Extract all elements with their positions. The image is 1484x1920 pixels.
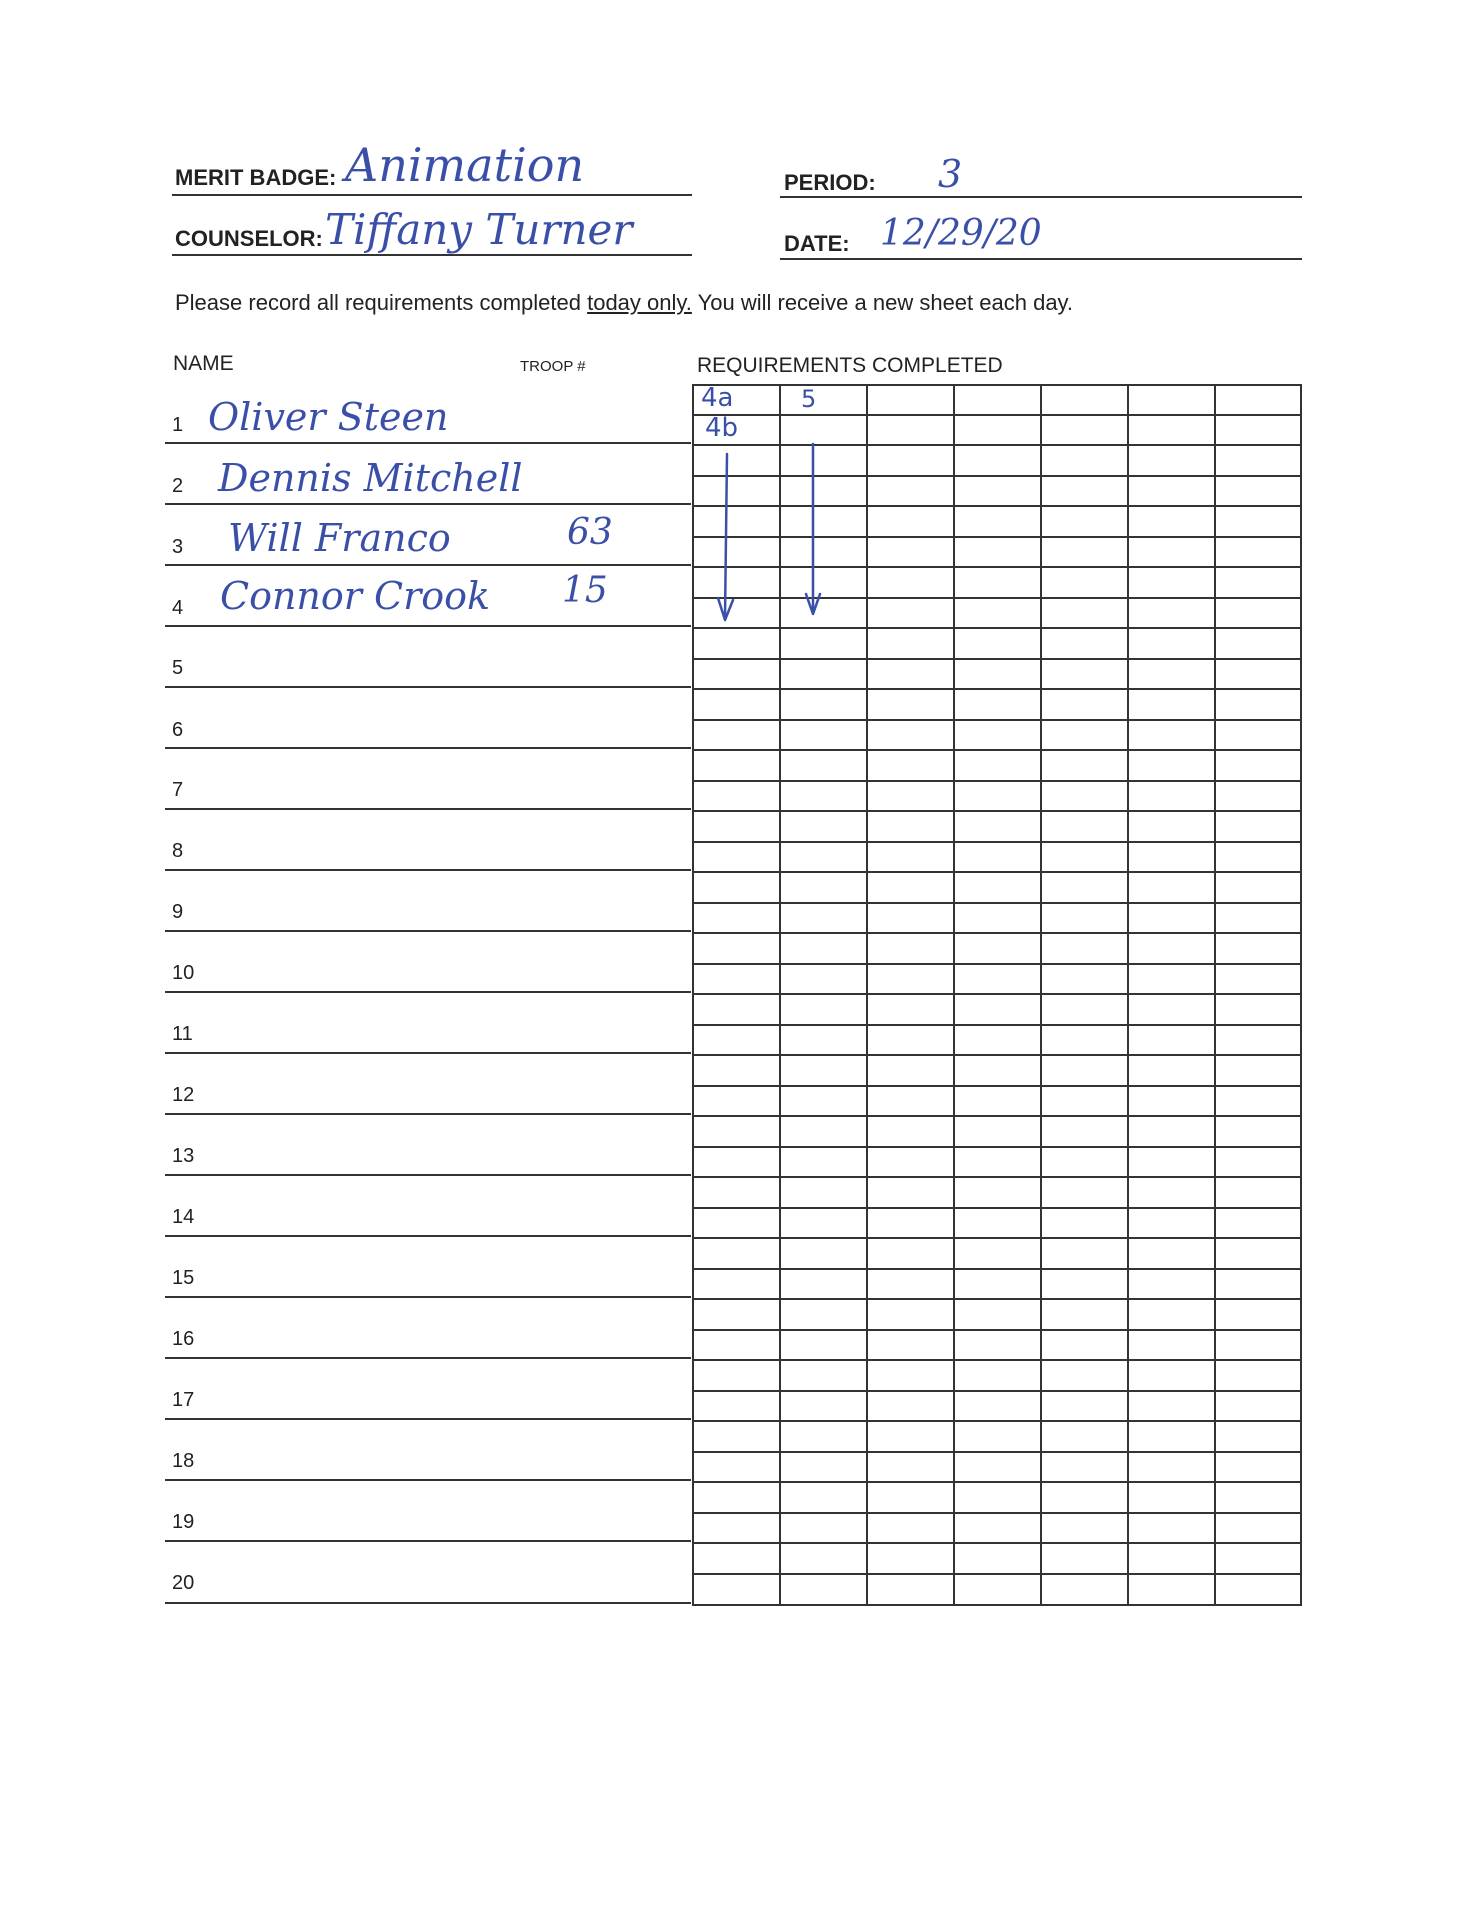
instructions-underlined: today only. — [587, 290, 692, 315]
row-line — [165, 1602, 691, 1604]
requirement-entry-4b[interactable]: 4b — [705, 413, 739, 443]
row-line — [165, 869, 691, 871]
counselor-underline — [172, 254, 692, 256]
grid-row-divider — [694, 658, 1300, 660]
counselor-label: COUNSELOR: — [175, 226, 323, 251]
grid-row-divider — [694, 1054, 1300, 1056]
merit-badge-underline — [172, 194, 692, 196]
grid-row-divider — [694, 1207, 1300, 1209]
grid-row-divider — [694, 1268, 1300, 1270]
period-value[interactable]: 3 — [938, 152, 963, 196]
row-number: 20 — [172, 1572, 195, 1594]
row-number: 10 — [172, 962, 195, 984]
grid-row-divider — [694, 566, 1300, 568]
grid-row-divider — [694, 627, 1300, 629]
row-line — [165, 991, 691, 993]
grid-row-divider — [694, 1359, 1300, 1361]
grid-row-divider — [694, 414, 1300, 416]
grid-row-divider — [694, 1146, 1300, 1148]
grid-row-divider — [694, 1329, 1300, 1331]
merit-badge-label: MERIT BADGE: — [175, 165, 337, 190]
requirement-entry-4a[interactable]: 4a — [701, 383, 734, 413]
row-line — [165, 1418, 691, 1420]
grid-row-divider — [694, 1451, 1300, 1453]
row-number: 18 — [172, 1450, 195, 1472]
row-name[interactable]: Oliver Steen — [208, 395, 449, 439]
grid-row-divider — [694, 841, 1300, 843]
period-label: PERIOD: — [784, 170, 876, 195]
grid-row-divider — [694, 871, 1300, 873]
row-number: 9 — [172, 901, 184, 923]
troop-column-header: TROOP # — [520, 358, 586, 375]
row-line — [165, 1174, 691, 1176]
grid-row-divider — [694, 1024, 1300, 1026]
row-number: 19 — [172, 1511, 195, 1533]
grid-row-divider — [694, 688, 1300, 690]
row-number: 12 — [172, 1084, 195, 1106]
grid-row-divider — [694, 444, 1300, 446]
grid-row-divider — [694, 1390, 1300, 1392]
row-number: 14 — [172, 1206, 195, 1228]
row-number: 3 — [172, 536, 184, 558]
date-label: DATE: — [784, 231, 850, 256]
row-line — [165, 1296, 691, 1298]
requirements-grid[interactable] — [692, 384, 1302, 1606]
grid-row-divider — [694, 1512, 1300, 1514]
grid-row-divider — [694, 1542, 1300, 1544]
grid-row-divider — [694, 1115, 1300, 1117]
grid-row-divider — [694, 810, 1300, 812]
row-line — [165, 1479, 691, 1481]
row-number: 4 — [172, 597, 184, 619]
row-number: 5 — [172, 657, 184, 679]
grid-row-divider — [694, 719, 1300, 721]
row-line — [165, 1235, 691, 1237]
grid-row-divider — [694, 1481, 1300, 1483]
row-number: 15 — [172, 1267, 195, 1289]
row-number: 17 — [172, 1389, 195, 1411]
grid-row-divider — [694, 993, 1300, 995]
ditto-arrow-col2-icon — [798, 440, 828, 625]
row-name[interactable]: Will Franco — [228, 516, 451, 560]
grid-row-divider — [694, 749, 1300, 751]
row-line — [165, 564, 691, 566]
row-troop[interactable]: 63 — [567, 512, 613, 553]
requirement-entry-5[interactable]: 5 — [801, 385, 817, 413]
row-line — [165, 1357, 691, 1359]
grid-row-divider — [694, 505, 1300, 507]
requirements-column-header: REQUIREMENTS COMPLETED — [697, 354, 1003, 377]
grid-row-divider — [694, 1573, 1300, 1575]
row-number: 13 — [172, 1145, 195, 1167]
instructions — [175, 290, 1073, 316]
grid-row-divider — [694, 536, 1300, 538]
row-number: 1 — [172, 414, 184, 436]
row-number: 11 — [172, 1023, 193, 1045]
instructions-text-end: You will receive a new sheet each day. — [691, 290, 1074, 315]
row-line — [165, 625, 691, 627]
instructions-text-start: Please record all requirements completed — [175, 290, 588, 315]
row-number: 2 — [172, 475, 184, 497]
row-number: 8 — [172, 840, 184, 862]
row-number: 6 — [172, 719, 184, 741]
grid-row-divider — [694, 780, 1300, 782]
grid-row-divider — [694, 1237, 1300, 1239]
counselor-value[interactable]: Tiffany Turner — [325, 205, 633, 254]
date-value[interactable]: 12/29/20 — [880, 213, 1042, 254]
grid-row-divider — [694, 902, 1300, 904]
row-line — [165, 1052, 691, 1054]
period-underline — [780, 196, 1302, 198]
grid-row-divider — [694, 963, 1300, 965]
row-troop[interactable]: 15 — [562, 570, 608, 611]
row-line — [165, 747, 691, 749]
ditto-arrow-col1-icon — [712, 450, 742, 630]
row-number: 7 — [172, 779, 184, 801]
row-line — [165, 442, 691, 444]
row-number: 16 — [172, 1328, 195, 1350]
name-column-header: NAME — [173, 352, 234, 375]
row-line — [165, 686, 691, 688]
grid-row-divider — [694, 475, 1300, 477]
row-line — [165, 503, 691, 505]
grid-row-divider — [694, 932, 1300, 934]
date-underline — [780, 258, 1302, 260]
row-line — [165, 930, 691, 932]
row-line — [165, 1113, 691, 1115]
row-line — [165, 1540, 691, 1542]
grid-row-divider — [694, 1298, 1300, 1300]
grid-row-divider — [694, 1420, 1300, 1422]
row-name[interactable]: Connor Crook — [220, 574, 491, 618]
merit-badge-value[interactable]: Animation — [345, 138, 585, 192]
grid-row-divider — [694, 1176, 1300, 1178]
row-name[interactable]: Dennis Mitchell — [218, 456, 523, 500]
grid-row-divider — [694, 1085, 1300, 1087]
grid-row-divider — [694, 597, 1300, 599]
row-line — [165, 808, 691, 810]
